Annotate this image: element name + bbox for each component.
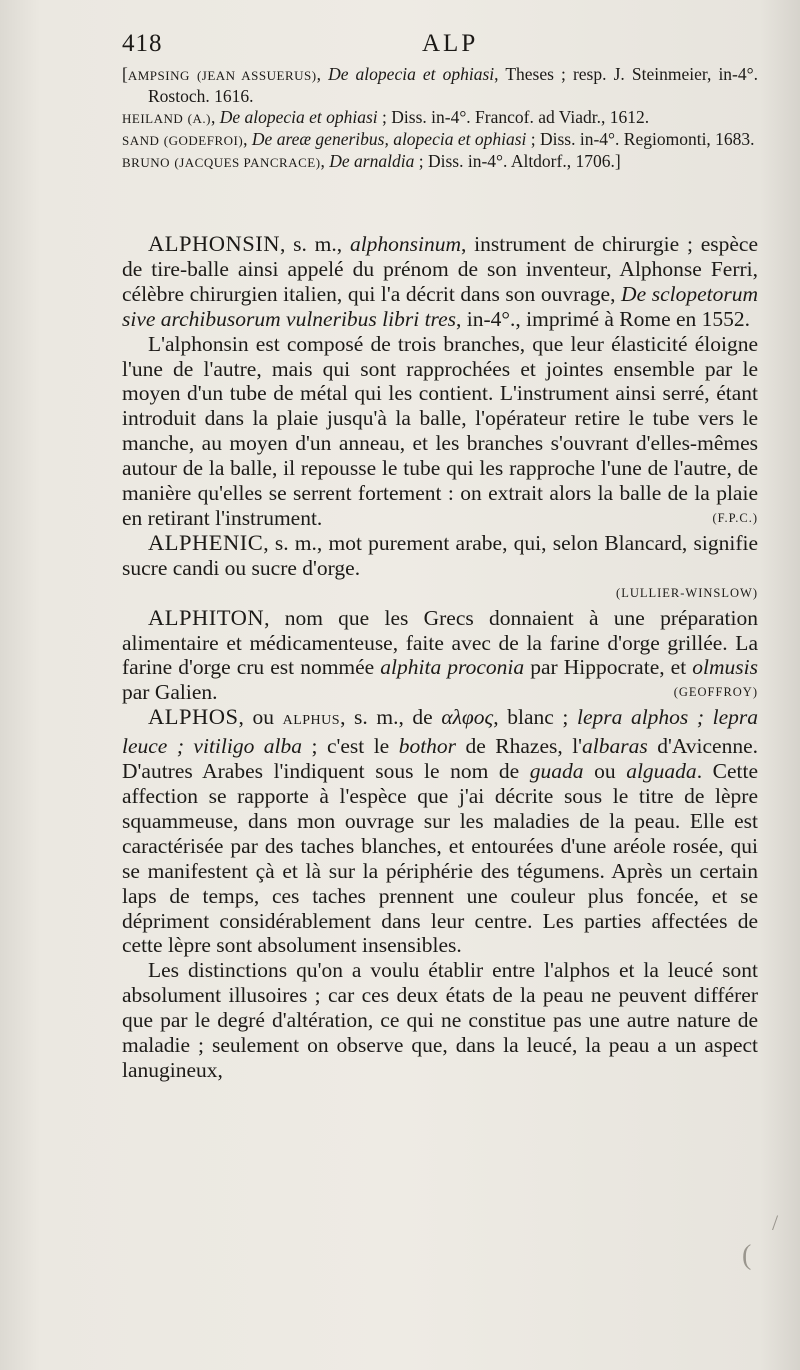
bib-rest: ; Diss. in-4°. Francof. ad Viadr., 1612. [377,107,650,127]
latin-term: olmusis [692,655,758,680]
author-signature: (LULLIER-WINSLOW) [616,585,758,600]
latin-term: guada [529,759,584,784]
greek-term: αλφος [441,705,494,730]
entry-text: d'Avicenne. D'autres Arabes l'indiquent sous le nom de [122,734,759,784]
entry-text: . Cette affection se rapporte à l'espèce que j'ai décrite sous le titre de lèpre squammeuse, dans mon ouvrage sur les maladies de la peau. Elle est caractérisée par des taches blanches, et entourées d'une aréole rosée, qui se manifestent çà et là sur la périphérie des tégumens. Après un certain laps de temps, ces taches prennent une couleur plus foncée, et se dépriment considérablement dans leur centre. Les parties affectées de cette lèpre sont absolument insensibles. [122,759,759,958]
bib-title: De arnaldia [329,151,415,171]
bib-rest: ; Diss. in-4°. Altdorf., 1706.] [414,151,621,171]
entry-text: , blanc ; [493,705,577,730]
entry-alphenic [122,531,758,581]
entry-alphos [122,705,758,958]
entry-text: , s. m., [280,232,350,256]
entry-text: de Rhazes, l' [456,734,583,759]
bib-rest: , Theses ; resp. J. Steinmeier, in-4°. Rostoch. 1616. [148,64,759,106]
bib-title: De areæ generibus, alopecia et ophiasi [251,129,527,149]
main-text [122,232,758,1083]
latin-term: albaras [582,734,648,759]
entry-text: L'alphonsin est composé de trois branches, que leur élasticité éloigne l'une de l'autre, mais qui sont rapprochées et jointes ensemble par le moyen d'un tube de métal qui les contient. L'instrument ainsi serré, étant introduit dans la plaie jusqu'à la balle, l'opérateur retire le tube vers le manche, au moyen d'un anneau, et les branches s'ouvrant d'elles-mêmes autour de la balle, il repousse le tube qui les rapproche l'une de l'autre, de manière qu'elles se serrent fortement : on extrait alors la balle de la plaie en retirant l'instrument. [122,331,758,530]
work-title: De sclopetorum sive archibusorum vulneribus libri tres [122,281,758,331]
page-number: 418 [122,30,163,57]
latin-term: lepra alphos ; lepra leuce ; vitiligo alba [122,705,759,759]
bib-author-note: (GODEFROI) [163,133,244,148]
entry-text: par Galien. [122,680,218,705]
bib-author: SAND [122,133,160,148]
entry-text: , s. m., mot purement arabe, qui, selon Blancard, signifie sucre candi ou sucre d'orge. [122,530,758,580]
entry-text: ou [583,759,627,784]
entry-text: , in-4°., imprimé à Rome en 1552. [456,306,751,331]
entry-alphonsin [122,232,758,332]
margin-pencil-mark: ( [742,1240,752,1271]
page-header [122,30,758,60]
entry-headword: ALPHENIC [148,529,264,555]
entry-text: ; c'est le [302,734,399,759]
entry-alphonsin-description [122,332,758,531]
entry-headword: ALPHOS [148,704,239,730]
bibliography-entry: BRUNO (JACQUES PANCRACE), De arnaldia ; Diss. in-4°. Altdorf., 1706.] [122,151,621,171]
entry-text: , s. m., de [340,705,442,730]
latin-term: bothor [398,734,457,759]
author-signature: (GEOFFROY) [673,685,758,700]
latin-term: alphita proconia [380,655,525,680]
entry-text: , nom que les Grecs donnaient à une préparation alimentaire et médicamenteuse, faite avec de la farine d'orge grillée. La farine d'orge cru est nommée [122,605,758,680]
bib-author-note: (JACQUES PANCRACE) [174,155,321,170]
running-head: ALP [422,30,479,57]
alternate-headword: ALPHUS [282,713,341,729]
entry-alphos-continued [122,958,758,1083]
bib-author-note: (A.) [187,111,211,126]
author-signature: (F.P.C.) [712,510,758,525]
latin-term: alphonsinum [349,232,462,256]
entry-text: par Hippocrate, et [524,655,693,680]
entry-text: Les distinctions qu'on a voulu établir entre l'alphos et la leucé sont absolument illusoires ; car ces deux états de la peau ne peuvent différer que par le degré d'altération, ce qui ne constitue pas une autre nature de maladie ; seulement on observe que, dans la leucé, la peau a un aspect lanugineux, [122,958,758,1082]
bib-title: De alopecia et ophiasi [219,107,378,127]
bib-author: HEILAND [122,111,184,126]
latin-term: alguada [626,759,697,784]
bibliography-block [122,64,758,173]
bib-author: AMPSING [127,68,190,83]
bibliography-entry: HEILAND (A.), De alopecia et ophiasi ; Diss. in-4°. Francof. ad Viadr., 1612. [122,107,650,127]
bib-rest: ; Diss. in-4°. Regiomonti, 1683. [526,129,755,149]
bibliography-entry: SAND (GODEFROI), De areæ generibus, alopecia et ophiasi ; Diss. in-4°. Regiomonti, 1683. [122,129,755,149]
margin-pencil-mark: / [772,1210,779,1235]
bibliography-entry: [AMPSING (JEAN ASSUERUS), De alopecia et ophiasi, Theses ; resp. J. Steinmeier, in-4°. Rostoch. 1616. [122,64,759,106]
entry-text: , instrument de chirurgie ; espèce de tire-balle ainsi appelé du prénom de son inventeur, Alphonse Ferri, célèbre chirurgien italien, qui l'a décrit dans son ouvrage, [122,232,759,306]
bib-author: BRUNO [122,155,171,170]
entry-headword: ALPHITON [148,604,265,630]
bib-author-note: (JEAN ASSUERUS) [196,68,317,83]
bib-title: De alopecia et ophiasi [328,64,495,84]
entry-text: , ou [238,705,283,730]
entry-headword: ALPHONSIN [148,231,281,256]
